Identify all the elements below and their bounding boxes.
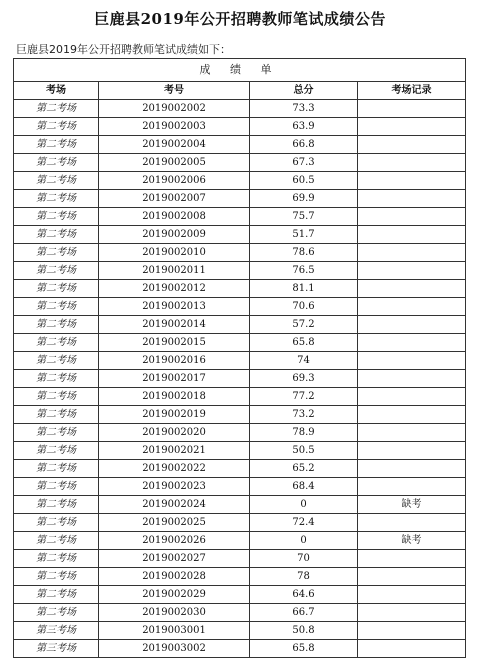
table-row <box>14 424 466 442</box>
table-row <box>14 226 466 244</box>
cell-room: 第二考场 <box>14 226 99 244</box>
cell-exam-number: 2019002016 <box>99 352 250 370</box>
intro-text: 巨鹿县2019年公开招聘教师笔试成绩如下： <box>16 43 231 56</box>
table-row <box>14 298 466 316</box>
cell-total-score: 60.5 <box>250 172 358 190</box>
cell-exam-number: 2019002005 <box>99 154 250 172</box>
cell-exam-record <box>358 622 466 640</box>
cell-exam-record <box>358 388 466 406</box>
cell-total-score: 76.5 <box>250 262 358 280</box>
cell-exam-number: 2019002007 <box>99 190 250 208</box>
cell-total-score: 69.3 <box>250 370 358 388</box>
table-row <box>14 154 466 172</box>
cell-room: 第二考场 <box>14 478 99 496</box>
cell-room: 第二考场 <box>14 568 99 586</box>
cell-exam-record <box>358 334 466 352</box>
table-row <box>14 370 466 388</box>
cell-exam-number: 2019002006 <box>99 172 250 190</box>
cell-exam-record <box>358 172 466 190</box>
cell-exam-record: 缺考 <box>358 532 466 550</box>
cell-room: 第二考场 <box>14 550 99 568</box>
cell-room: 第二考场 <box>14 100 99 118</box>
cell-exam-record <box>358 406 466 424</box>
cell-room: 第二考场 <box>14 244 99 262</box>
cell-exam-record <box>358 640 466 658</box>
table-row <box>14 262 466 280</box>
cell-exam-number: 2019002029 <box>99 586 250 604</box>
table-row <box>14 334 466 352</box>
table-row <box>14 478 466 496</box>
cell-exam-number: 2019002026 <box>99 532 250 550</box>
cell-exam-record <box>358 280 466 298</box>
cell-exam-record <box>358 208 466 226</box>
table-row <box>14 604 466 622</box>
cell-total-score: 73.2 <box>250 406 358 424</box>
cell-total-score: 81.1 <box>250 280 358 298</box>
cell-exam-number: 2019002015 <box>99 334 250 352</box>
cell-room: 第二考场 <box>14 496 99 514</box>
cell-exam-record: 缺考 <box>358 496 466 514</box>
cell-room: 第二考场 <box>14 208 99 226</box>
cell-total-score: 75.7 <box>250 208 358 226</box>
table-row <box>14 280 466 298</box>
table-row <box>14 532 466 550</box>
cell-exam-record <box>358 118 466 136</box>
cell-total-score: 78.6 <box>250 244 358 262</box>
table-row <box>14 172 466 190</box>
cell-room: 第二考场 <box>14 406 99 424</box>
cell-exam-number: 2019002019 <box>99 406 250 424</box>
cell-exam-number: 2019002030 <box>99 604 250 622</box>
table-row <box>14 190 466 208</box>
cell-exam-number: 2019002017 <box>99 370 250 388</box>
cell-room: 第二考场 <box>14 154 99 172</box>
cell-exam-number: 2019002012 <box>99 280 250 298</box>
cell-exam-record <box>358 550 466 568</box>
cell-exam-number: 2019002003 <box>99 118 250 136</box>
cell-room: 第二考场 <box>14 586 99 604</box>
cell-exam-record <box>358 190 466 208</box>
cell-total-score: 0 <box>250 532 358 550</box>
cell-exam-number: 2019002020 <box>99 424 250 442</box>
score-table <box>13 58 466 658</box>
cell-exam-number: 2019002022 <box>99 460 250 478</box>
cell-total-score: 78 <box>250 568 358 586</box>
cell-exam-record <box>358 460 466 478</box>
table-row <box>14 316 466 334</box>
table-row <box>14 388 466 406</box>
cell-exam-record <box>358 136 466 154</box>
cell-exam-record <box>358 352 466 370</box>
table-row <box>14 640 466 658</box>
cell-room: 第二考场 <box>14 316 99 334</box>
score-table-body <box>14 100 466 658</box>
cell-exam-number: 2019002027 <box>99 550 250 568</box>
cell-exam-number: 2019003002 <box>99 640 250 658</box>
cell-room: 第二考场 <box>14 424 99 442</box>
cell-exam-record <box>358 478 466 496</box>
cell-exam-record <box>358 316 466 334</box>
table-row <box>14 496 466 514</box>
cell-room: 第二考场 <box>14 352 99 370</box>
cell-total-score: 66.8 <box>250 136 358 154</box>
cell-exam-number: 2019002024 <box>99 496 250 514</box>
table-caption-row <box>14 59 466 82</box>
cell-exam-record <box>358 586 466 604</box>
cell-exam-number: 2019002008 <box>99 208 250 226</box>
table-row <box>14 244 466 262</box>
cell-total-score: 0 <box>250 496 358 514</box>
cell-exam-record <box>358 226 466 244</box>
cell-exam-record <box>358 604 466 622</box>
table-row <box>14 586 466 604</box>
cell-total-score: 57.2 <box>250 316 358 334</box>
cell-exam-number: 2019002013 <box>99 298 250 316</box>
cell-exam-record <box>358 100 466 118</box>
header-total-score: 总分 <box>250 82 358 100</box>
header-exam-record: 考场记录 <box>358 82 466 100</box>
cell-total-score: 51.7 <box>250 226 358 244</box>
cell-total-score: 73.3 <box>250 100 358 118</box>
cell-room: 第二考场 <box>14 190 99 208</box>
cell-exam-record <box>358 154 466 172</box>
table-row <box>14 550 466 568</box>
table-row <box>14 406 466 424</box>
cell-exam-number: 2019003001 <box>99 622 250 640</box>
cell-exam-record <box>358 298 466 316</box>
cell-exam-record <box>358 514 466 532</box>
cell-exam-number: 2019002028 <box>99 568 250 586</box>
table-row <box>14 514 466 532</box>
cell-exam-record <box>358 370 466 388</box>
cell-room: 第二考场 <box>14 118 99 136</box>
table-row <box>14 136 466 154</box>
cell-room: 第三考场 <box>14 622 99 640</box>
table-caption: 成 绩 单 <box>14 59 466 82</box>
cell-exam-number: 2019002011 <box>99 262 250 280</box>
page-title: 巨鹿县2019年公开招聘教师笔试成绩公告 <box>94 10 386 28</box>
cell-total-score: 67.3 <box>250 154 358 172</box>
table-row <box>14 460 466 478</box>
cell-total-score: 65.2 <box>250 460 358 478</box>
cell-exam-number: 2019002018 <box>99 388 250 406</box>
cell-room: 第三考场 <box>14 640 99 658</box>
cell-room: 第二考场 <box>14 532 99 550</box>
cell-exam-number: 2019002004 <box>99 136 250 154</box>
cell-room: 第二考场 <box>14 388 99 406</box>
cell-exam-number: 2019002009 <box>99 226 250 244</box>
cell-total-score: 65.8 <box>250 334 358 352</box>
header-room: 考场 <box>14 82 99 100</box>
cell-room: 第二考场 <box>14 298 99 316</box>
header-exam-number: 考号 <box>99 82 250 100</box>
table-row <box>14 118 466 136</box>
table-row <box>14 208 466 226</box>
cell-total-score: 63.9 <box>250 118 358 136</box>
cell-total-score: 72.4 <box>250 514 358 532</box>
cell-total-score: 66.7 <box>250 604 358 622</box>
table-header-row <box>14 82 466 100</box>
cell-room: 第二考场 <box>14 334 99 352</box>
cell-room: 第二考场 <box>14 442 99 460</box>
table-row <box>14 352 466 370</box>
cell-room: 第二考场 <box>14 370 99 388</box>
cell-exam-record <box>358 262 466 280</box>
cell-exam-number: 2019002023 <box>99 478 250 496</box>
cell-room: 第二考场 <box>14 460 99 478</box>
cell-exam-record <box>358 568 466 586</box>
table-row <box>14 622 466 640</box>
cell-total-score: 50.8 <box>250 622 358 640</box>
cell-total-score: 68.4 <box>250 478 358 496</box>
cell-total-score: 69.9 <box>250 190 358 208</box>
cell-exam-record <box>358 244 466 262</box>
cell-room: 第二考场 <box>14 514 99 532</box>
cell-exam-record <box>358 424 466 442</box>
cell-exam-number: 2019002010 <box>99 244 250 262</box>
cell-total-score: 74 <box>250 352 358 370</box>
table-row <box>14 568 466 586</box>
cell-exam-number: 2019002025 <box>99 514 250 532</box>
cell-total-score: 70 <box>250 550 358 568</box>
cell-room: 第二考场 <box>14 136 99 154</box>
cell-exam-number: 2019002021 <box>99 442 250 460</box>
cell-room: 第二考场 <box>14 280 99 298</box>
cell-total-score: 50.5 <box>250 442 358 460</box>
cell-exam-record <box>358 442 466 460</box>
cell-room: 第二考场 <box>14 172 99 190</box>
cell-total-score: 64.6 <box>250 586 358 604</box>
table-row <box>14 100 466 118</box>
cell-exam-number: 2019002002 <box>99 100 250 118</box>
cell-room: 第二考场 <box>14 262 99 280</box>
table-row <box>14 442 466 460</box>
cell-total-score: 77.2 <box>250 388 358 406</box>
cell-total-score: 65.8 <box>250 640 358 658</box>
cell-exam-number: 2019002014 <box>99 316 250 334</box>
cell-total-score: 70.6 <box>250 298 358 316</box>
cell-total-score: 78.9 <box>250 424 358 442</box>
cell-room: 第二考场 <box>14 604 99 622</box>
